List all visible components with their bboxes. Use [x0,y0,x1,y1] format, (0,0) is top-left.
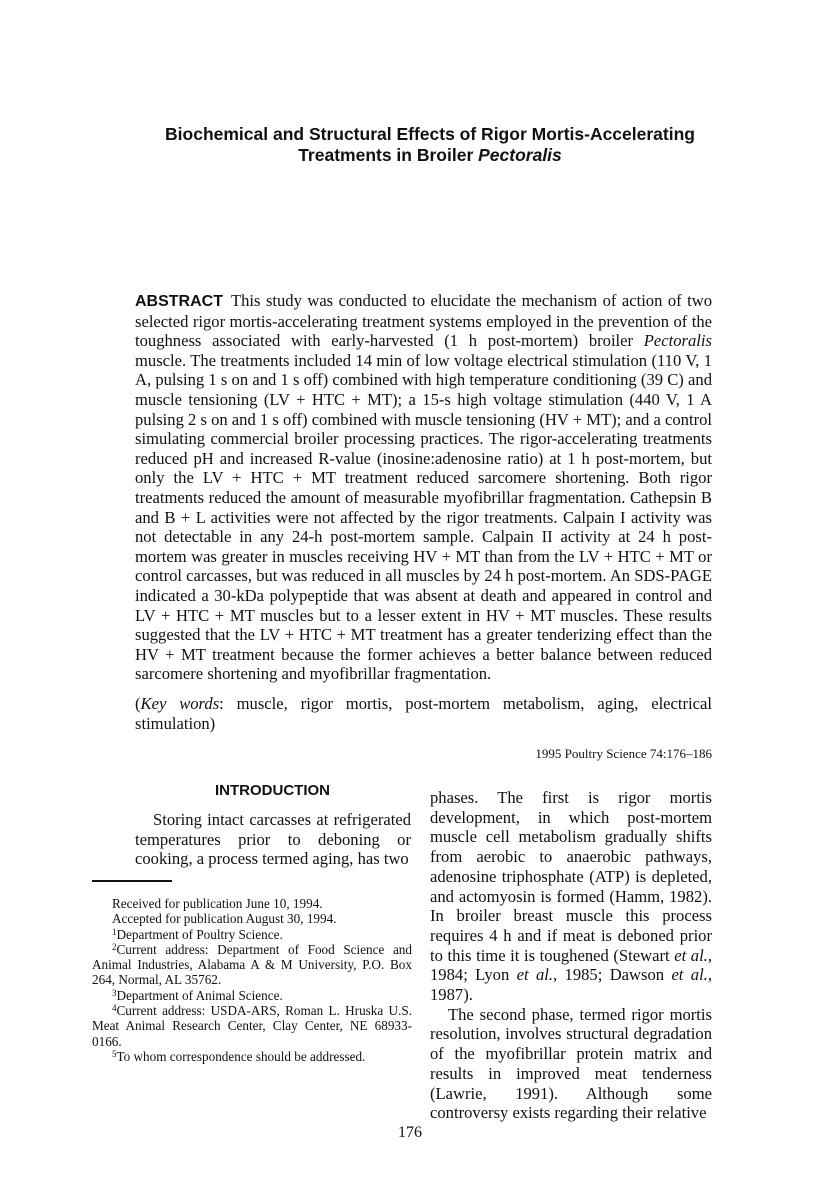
footnote-accepted: Accepted for publication August 30, 1994. [112,911,337,927]
title-italic: Pectoralis [478,145,562,165]
et-al: et al. [674,945,708,965]
footnotes [92,896,412,1064]
footnote-mark: 3 [112,987,117,998]
title-text: Treatments in Broiler [298,145,479,165]
right-column [430,788,712,1123]
section-heading-introduction: INTRODUCTION [215,782,330,799]
keywords-text: : muscle, rigor mortis, post-mortem metabolism, aging, electrical stimulation) [135,694,712,733]
keywords-label: Key words [140,694,220,713]
title-line-1: Biochemical and Structural Effects of Rigor Mortis-Accelerating [165,124,695,144]
footnote-text: Department of Animal Science. [116,987,283,1003]
abstract-text-a: This study was conducted to elucidate the mechanism of action of two selected rigor mortis-accelerating treatment systems employed in the prevention of the toughness associated with early-harvested (1 h post-mortem) broiler [135,291,712,351]
title-line-2 [100,145,760,166]
footnote-mark: 2 [112,941,117,952]
keywords [135,694,712,733]
footnote-text: Current address: USDA-ARS, Roman L. Hruska U.S. Meat Animal Research Center, Clay Center, NE 68933-0166. [92,1003,412,1049]
keywords-open: ( [135,694,141,713]
footnote-3 [92,988,412,1003]
footnote-4 [92,1003,412,1049]
text: , 1984; Lyon [430,945,712,985]
page-number: 176 [398,1124,422,1141]
footnote-2 [92,942,412,988]
footnote-text: Department of Poultry Science. [116,926,283,942]
et-al: et al. [671,965,708,985]
footnote-mark: 4 [112,1003,117,1014]
text: , 1985; Dawson [553,965,672,985]
footnote-text: Current address: Department of Food Science and Animal Industries, Alabama A & M University, P.O. Box 264, Normal, AL 35762. [92,941,412,988]
footnote-mark: 1 [112,926,117,937]
abstract-italic: Pectoralis [643,331,712,351]
left-column [135,810,411,869]
footnote-5 [92,1049,412,1064]
paragraph: The second phase, termed rigor mortis resolution, involves structural degradation of the myofibrillar protein matrix and results in improved meat tenderness (Lawrie, 1991). Although some controversy exists regarding their relative [430,1004,712,1123]
text: phases. The first is rigor mortis development, in which post-mortem muscle cell metabolism gradually shifts from aerobic to anaerobic pathways, adenosine triphosphate (ATP) is depleted, and actomyosin is formed (Hamm, 1982). In broiler breast muscle this process requires 4 h and if meat is deboned prior to this time it is toughened (Stewart [430,788,712,965]
journal-citation: 1995 Poultry Science 74:176–186 [535,746,712,761]
paragraph [430,788,712,1005]
footnote-mark: 5 [112,1048,117,1059]
text: , 1987). [430,965,712,1005]
abstract [135,291,712,684]
footnote-1 [92,927,412,942]
footnote-divider [92,880,172,882]
paper-title [100,124,760,166]
abstract-text-b: muscle. The treatments included 14 min of low voltage electrical stimulation (110 V, 1 A, pulsing 1 s on and 1 s off) combined with high temperature conditioning (39 C) and muscle tensioning (LV + HTC + MT); a 15-s high voltage stimulation (440 V, 1 A pulsing 2 s on and 1 s off) combined with muscle tensioning (HV + MT); and a control simulating commercial broiler processing practices. The rigor-accelerating treatments reduced pH and increased R-value (inosine:adenosine ratio) at 1 h post-mortem, but only the LV + HTC + MT treatment reduced sarcomere shortening. Both rigor treatments reduced the amount of measurable myofibrillar fragmentation. Cathepsin B and B + L activities were not affected by the rigor treatments. Calpain I activity was not detectable in any 24-h post-mortem sample. Calpain II activity at 24 h post-mortem was greater in muscles receiving HV + MT than from the LV + HTC + MT or control carcasses, but was reduced in all muscles by 24 h post-mortem. An SDS-PAGE indicated a 30-kDa polypeptide that was absent at death and appeared in control and LV + HTC + MT muscles but to a lesser extent in HV + MT muscles. These results suggested that the LV + HTC + MT treatment has a greater tenderizing effect than the HV + MT treatment because the former achieves a better balance between reduced sarcomere shortening and myofibrillar fragmentation. [135,350,713,684]
abstract-label: ABSTRACT [135,293,223,310]
footnote-received: Received for publication June 10, 1994. [112,896,323,911]
et-al: et al. [516,965,554,985]
paragraph: Storing intact carcasses at refrigerated temperatures prior to deboning or cooking, a process termed aging, has two [135,810,411,869]
footnote-text: To whom correspondence should be addressed. [116,1048,366,1064]
